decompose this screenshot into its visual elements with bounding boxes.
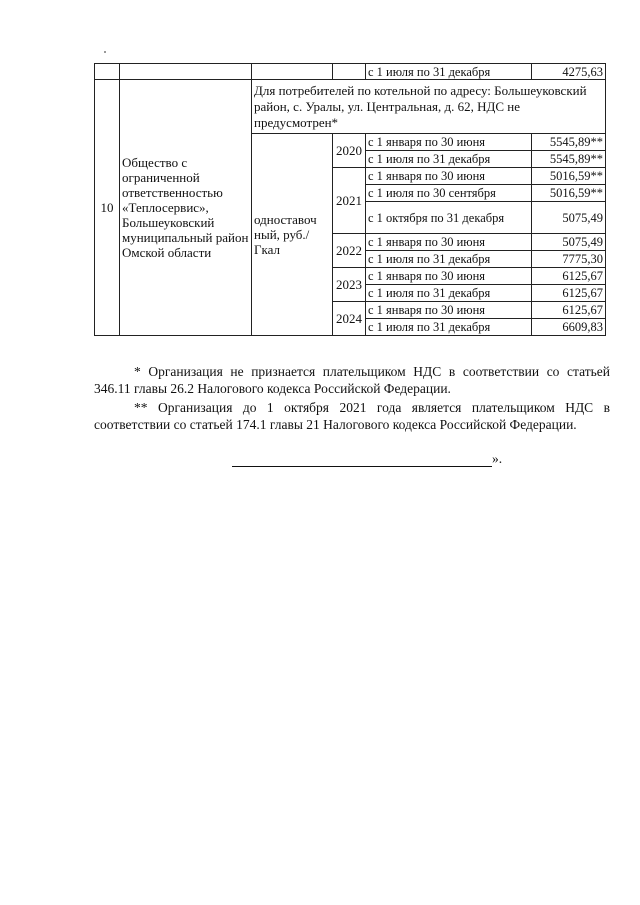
period-cell: с 1 июля по 31 декабря [366, 64, 532, 80]
closing-line [232, 451, 502, 467]
year-cell: 2024 [333, 302, 366, 336]
consumer-note: Для потребителей по котельной по адресу: Большеуковский район, с. Уралы, ул. Центральная, д. 62, НДС не предусмотрен* [252, 80, 606, 134]
value-cell: 5545,89** [532, 134, 606, 151]
table-cell [120, 64, 252, 80]
value-cell: 5016,59** [532, 185, 606, 202]
organization-name: Общество с ограниченной ответственностью «Теплосервис», Большеуковский муниципальный район Омской области [120, 80, 252, 336]
tariff-table [94, 63, 606, 336]
table-cell [333, 64, 366, 80]
table-cell [95, 64, 120, 80]
footnote-vat-exempt: * Организация не признается плательщиком НДС в соответствии со статьей 346.11 главы 26.2 Налогового кодекса Российской Федерации. [94, 364, 610, 396]
closing-quote: ». [492, 451, 503, 466]
period-cell: с 1 июля по 31 декабря [366, 319, 532, 336]
table-row [95, 80, 606, 134]
value-cell: 5016,59** [532, 168, 606, 185]
year-cell: 2023 [333, 268, 366, 302]
year-cell: 2020 [333, 134, 366, 168]
value-cell: 6125,67 [532, 285, 606, 302]
period-cell: с 1 октября по 31 декабря [366, 202, 532, 234]
tariff-unit: одноставоч ный, руб./Гкал [252, 134, 333, 336]
margin-mark [104, 51, 106, 53]
signature-underline [232, 454, 492, 467]
value-cell: 5075,49 [532, 234, 606, 251]
period-cell: с 1 января по 30 июня [366, 234, 532, 251]
year-cell: 2021 [333, 168, 366, 234]
value-cell: 5075,49 [532, 202, 606, 234]
period-cell: с 1 января по 30 июня [366, 302, 532, 319]
period-cell: с 1 июля по 31 декабря [366, 285, 532, 302]
value-cell: 7775,30 [532, 251, 606, 268]
value-cell: 6609,83 [532, 319, 606, 336]
period-cell: с 1 июля по 30 сентября [366, 185, 532, 202]
period-cell: с 1 июля по 31 декабря [366, 251, 532, 268]
value-cell: 4275,63 [532, 64, 606, 80]
table-row [95, 64, 606, 80]
period-cell: с 1 января по 30 июня [366, 134, 532, 151]
row-number: 10 [95, 80, 120, 336]
value-cell: 5545,89** [532, 151, 606, 168]
footnotes [94, 363, 610, 433]
value-cell: 6125,67 [532, 302, 606, 319]
table-cell [252, 64, 333, 80]
period-cell: с 1 января по 30 июня [366, 268, 532, 285]
period-cell: с 1 января по 30 июня [366, 168, 532, 185]
year-cell: 2022 [333, 234, 366, 268]
footnote-vat-payer: ** Организация до 1 октября 2021 года является плательщиком НДС в соответствии со статьей 174.1 главы 21 Налогового кодекса Российской Федерации. [94, 400, 610, 432]
period-cell: с 1 июля по 31 декабря [366, 151, 532, 168]
value-cell: 6125,67 [532, 268, 606, 285]
